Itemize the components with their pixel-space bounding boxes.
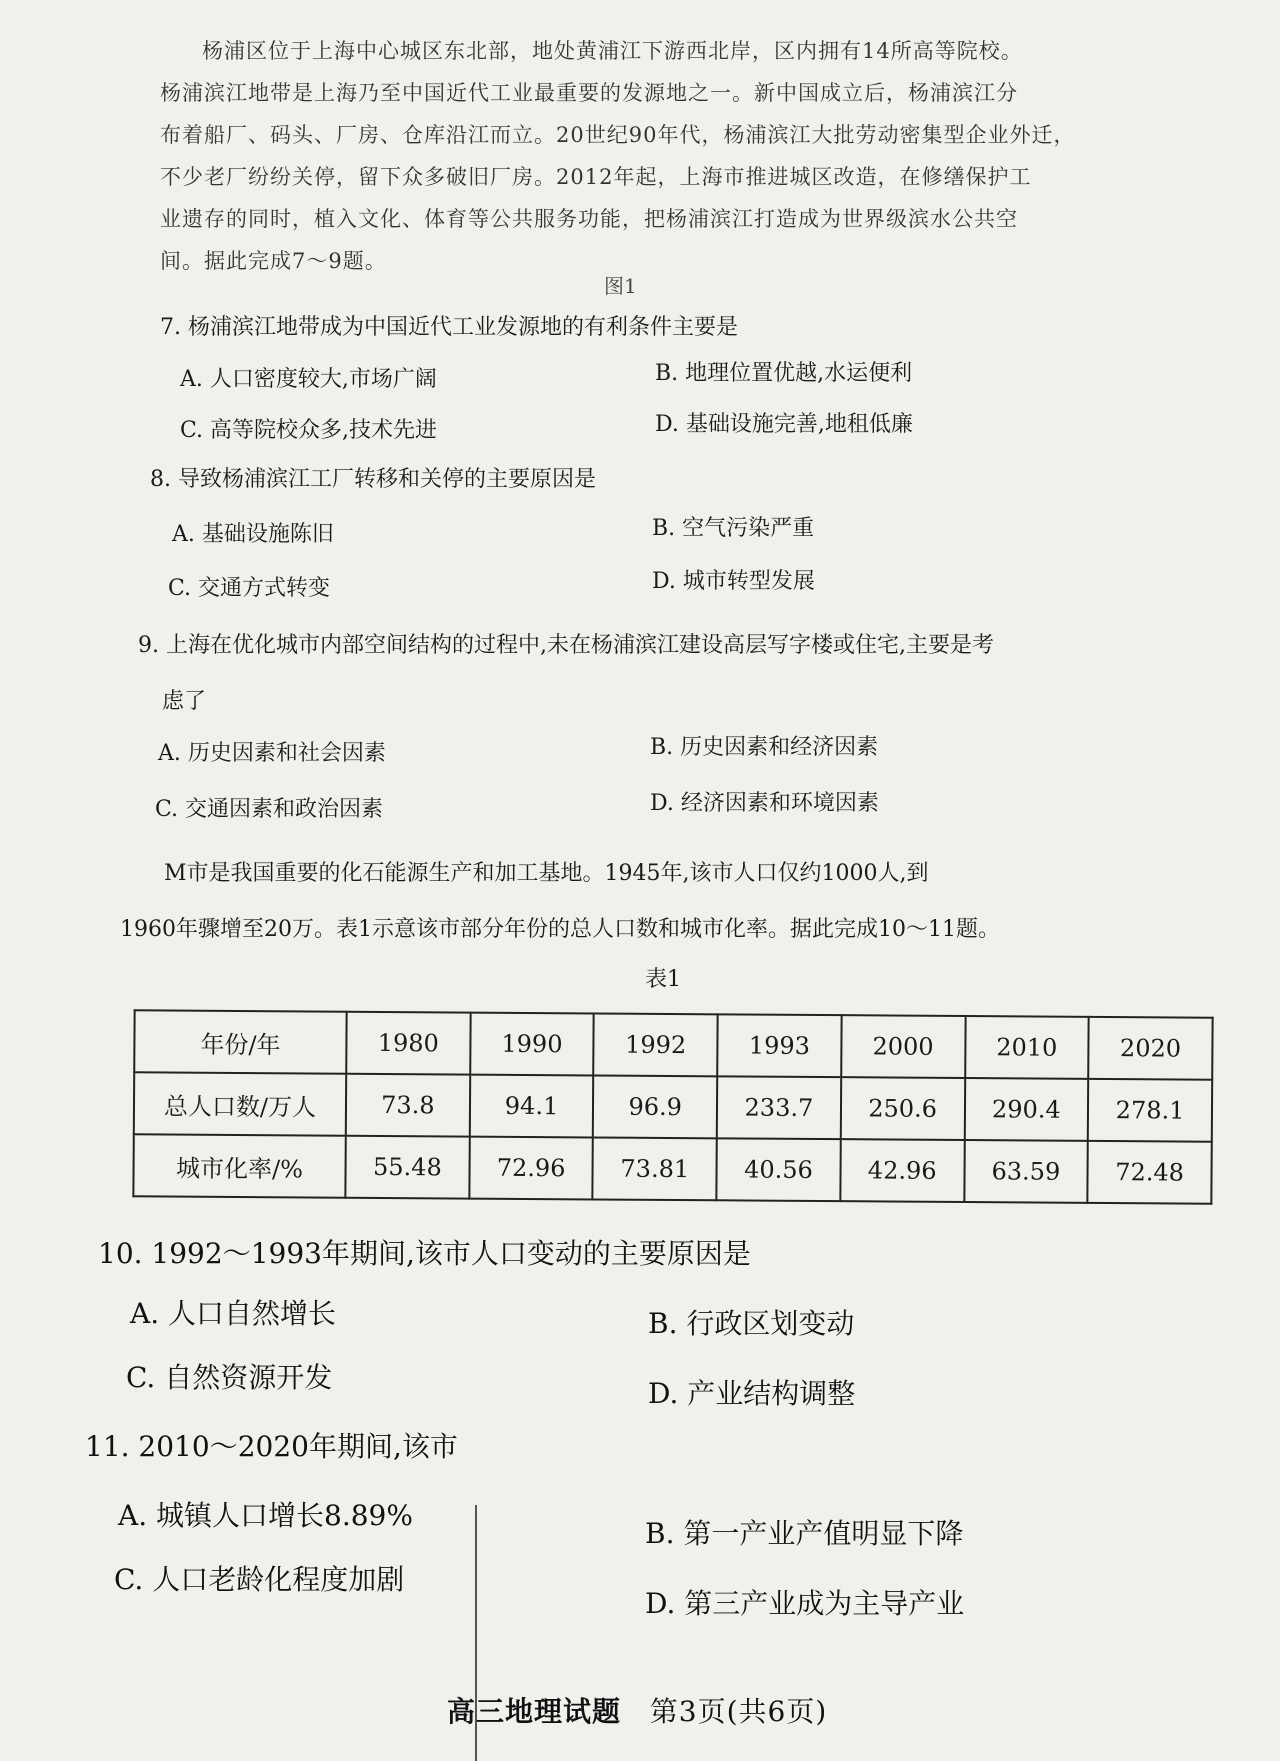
table-row [134,1010,1212,1080]
passage-line: 间。据此完成7～9题。 [160,249,387,273]
table-cell: 40.56 [716,1138,840,1201]
question-11-option-d: D. 第三产业成为主导产业 [645,1587,965,1620]
question-7-option-b: B. 地理位置优越,水运便利 [655,361,913,386]
table-cell: 63.59 [964,1140,1088,1203]
question-10-option-c: C. 自然资源开发 [126,1361,333,1394]
passage-line: 业遗存的同时，植入文化、体育等公共服务功能，把杨浦滨江打造成为世界级滨水公共空 [160,207,1018,231]
passage-line: M市是我国重要的化石能源生产和加工基地。1945年,该市人口仅约1000人,到 [164,861,929,886]
question-7-option-d: D. 基础设施完善,地租低廉 [655,412,913,437]
table-cell: 73.81 [593,1137,717,1200]
question-9-option-b: B. 历史因素和经济因素 [650,735,879,760]
question-9-stem: 9. 上海在优化城市内部空间结构的过程中,未在杨浦滨江建设高层写字楼或住宅,主要是考 [138,633,994,658]
table-row-label: 总人口数/万人 [134,1072,346,1135]
table-header-cell: 年份/年 [134,1010,346,1073]
passage-line: 杨浦区位于上海中心城区东北部，地处黄浦江下游西北岸，区内拥有14所高等院校。 [202,39,1023,63]
page-footer [447,1690,827,1730]
question-11-option-c: C. 人口老龄化程度加剧 [114,1563,405,1596]
question-9-option-d: D. 经济因素和环境因素 [650,791,879,816]
passage-line: 不少老厂纷纷关停，留下众多破旧厂房。2012年起，上海市推进城区改造，在修缮保护工 [160,165,1032,189]
question-11-option-a: A. 城镇人口增长8.89% [118,1499,413,1532]
m-city-passage [120,846,1230,958]
table-cell: 1980 [346,1012,470,1075]
question-8-option-a: A. 基础设施陈旧 [172,522,334,547]
table-row [133,1134,1211,1204]
question-7-stem: 7. 杨浦滨江地带成为中国近代工业发源地的有利条件主要是 [160,315,738,340]
question-8-option-c: C. 交通方式转变 [168,576,331,601]
figure-label: 图1 [604,274,637,298]
question-7-option-a: A. 人口密度较大,市场广阔 [180,367,437,392]
table-cell: 72.96 [469,1137,593,1200]
passage-line: 1960年骤增至20万。表1示意该市部分年份的总人口数和城市化率。据此完成10～11题。 [120,917,1000,942]
question-8-stem: 8. 导致杨浦滨江工厂转移和关停的主要原因是 [150,467,596,492]
table-cell: 94.1 [469,1075,593,1138]
table-cell: 233.7 [717,1076,841,1139]
table-cell: 1990 [470,1013,594,1076]
table-cell: 278.1 [1088,1079,1212,1142]
table-cell: 55.48 [345,1136,469,1199]
question-11-stem: 11. 2010～2020年期间,该市 [85,1430,458,1463]
question-8-option-b: B. 空气污染严重 [652,516,815,541]
table-title: 表1 [645,967,681,992]
table-cell: 2020 [1088,1017,1212,1080]
question-10-option-b: B. 行政区划变动 [648,1307,855,1340]
table-cell: 250.6 [841,1077,965,1140]
question-8-option-d: D. 城市转型发展 [652,569,815,594]
passage-line: 杨浦滨江地带是上海乃至中国近代工业最重要的发源地之一。新中国成立后，杨浦滨江分 [160,81,1018,105]
table-cell: 72.48 [1088,1141,1212,1204]
table-cell: 96.9 [593,1075,717,1138]
question-9-option-a: A. 历史因素和社会因素 [158,741,386,766]
footer-title: 高三地理试题 [447,1695,622,1728]
table-row-label: 城市化率/% [133,1134,345,1197]
table-cell: 2010 [965,1016,1089,1079]
table-cell: 73.8 [346,1074,470,1137]
intro-passage [160,30,1160,282]
question-7-option-c: C. 高等院校众多,技术先进 [180,418,438,443]
table-cell: 1993 [717,1014,841,1077]
table-cell: 2000 [841,1015,965,1078]
table-cell: 1992 [594,1013,718,1076]
question-10-stem: 10. 1992～1993年期间,该市人口变动的主要原因是 [98,1237,751,1270]
data-table [132,1009,1213,1205]
passage-line: 布着船厂、码头、厂房、仓库沿江而立。20世纪90年代，杨浦滨江大批劳动密集型企业外迁， [160,123,1076,147]
question-9-stem-cont: 虑了 [162,689,207,714]
footer-page-number: 第3页(共6页) [649,1695,828,1728]
question-10-option-d: D. 产业结构调整 [648,1377,856,1410]
table-cell: 290.4 [964,1078,1088,1141]
question-9-option-c: C. 交通因素和政治因素 [155,797,384,822]
question-10-option-a: A. 人口自然增长 [130,1297,337,1330]
table-row [134,1072,1212,1142]
question-11-option-b: B. 第一产业产值明显下降 [645,1517,964,1550]
table-cell: 42.96 [840,1139,964,1202]
